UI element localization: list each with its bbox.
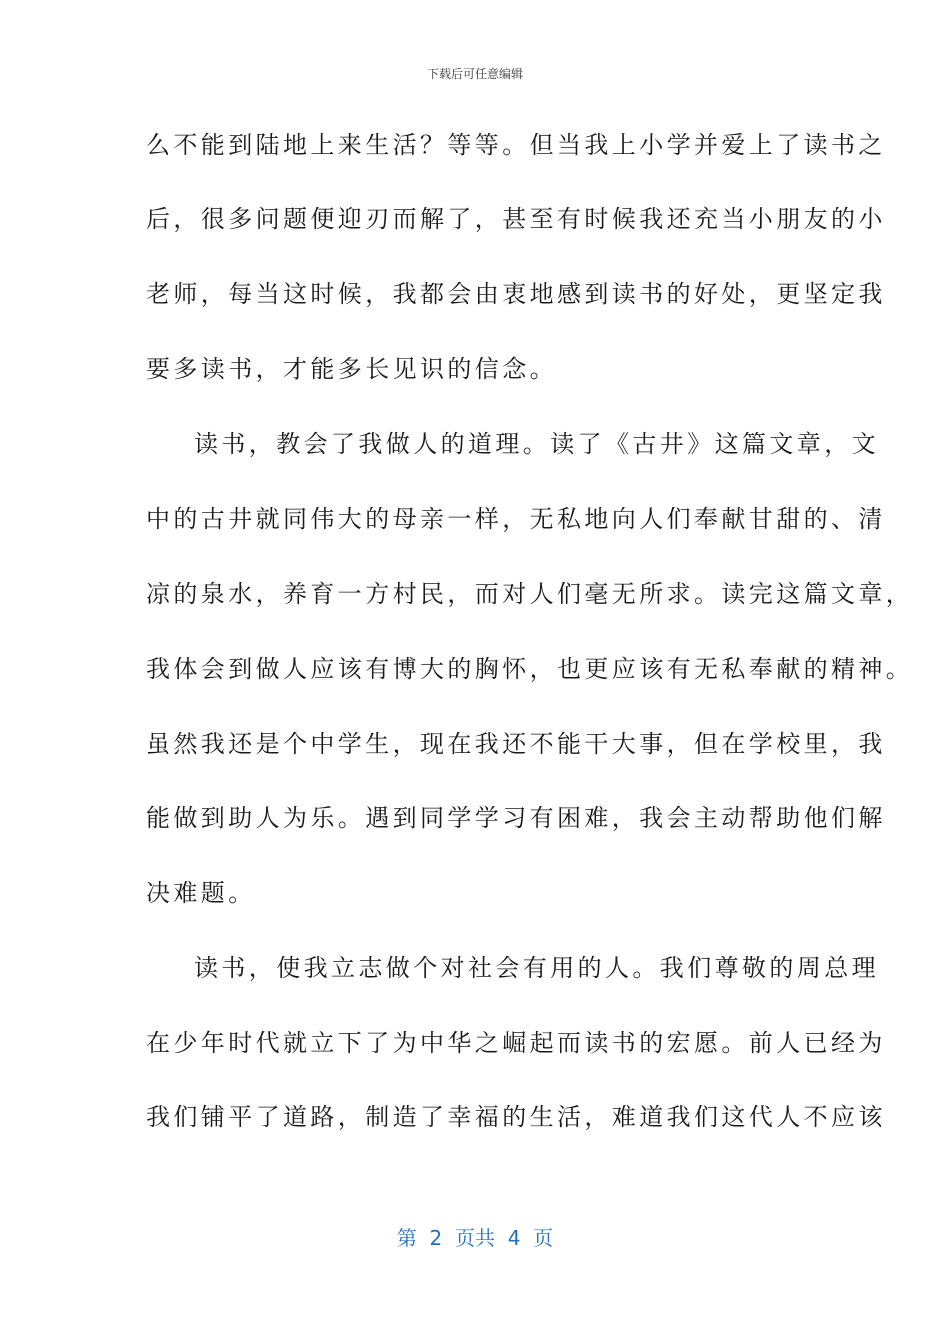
paragraph-first-line: 读书，使我立志做个对社会有用的人。我们尊敬的周总理	[194, 954, 879, 982]
text-line: 能做到助人为乐。遇到同学学习有困难，我会主动帮助他们解	[146, 804, 886, 832]
text-line: 凉的泉水，养育一方村民，而对人们毫无所求。读完这篇文章，	[146, 580, 914, 608]
text-line: 中的古井就同伟大的母亲一样，无私地向人们奉献甘甜的、清	[146, 505, 886, 533]
paragraph-first-line: 读书，教会了我做人的道理。读了《古井》这篇文章，文	[194, 430, 879, 458]
text-line: 么不能到陆地上来生活？等等。但当我上小学并爱上了读书之	[146, 131, 886, 159]
text-line: 在少年时代就立下了为中华之崛起而读书的宏愿。前人已经为	[146, 1029, 886, 1057]
text-line: 要多读书，才能多长见识的信念。	[146, 355, 557, 383]
text-line: 老师，每当这时候，我都会由衷地感到读书的好处，更坚定我	[146, 280, 886, 308]
page-number-footer: 第 2 页共 4 页	[396, 1226, 554, 1250]
text-line: 后，很多问题便迎刃而解了，甚至有时候我还充当小朋友的小	[146, 205, 886, 233]
text-line: 我们铺平了道路，制造了幸福的生活，难道我们这代人不应该	[146, 1103, 886, 1131]
page-header-note: 下载后可任意编辑	[426, 67, 523, 81]
text-line: 我体会到做人应该有博大的胸怀，也更应该有无私奉献的精神。	[146, 655, 914, 683]
text-line: 虽然我还是个中学生，现在我还不能干大事，但在学校里，我	[146, 730, 886, 758]
text-line: 决难题。	[146, 879, 256, 907]
